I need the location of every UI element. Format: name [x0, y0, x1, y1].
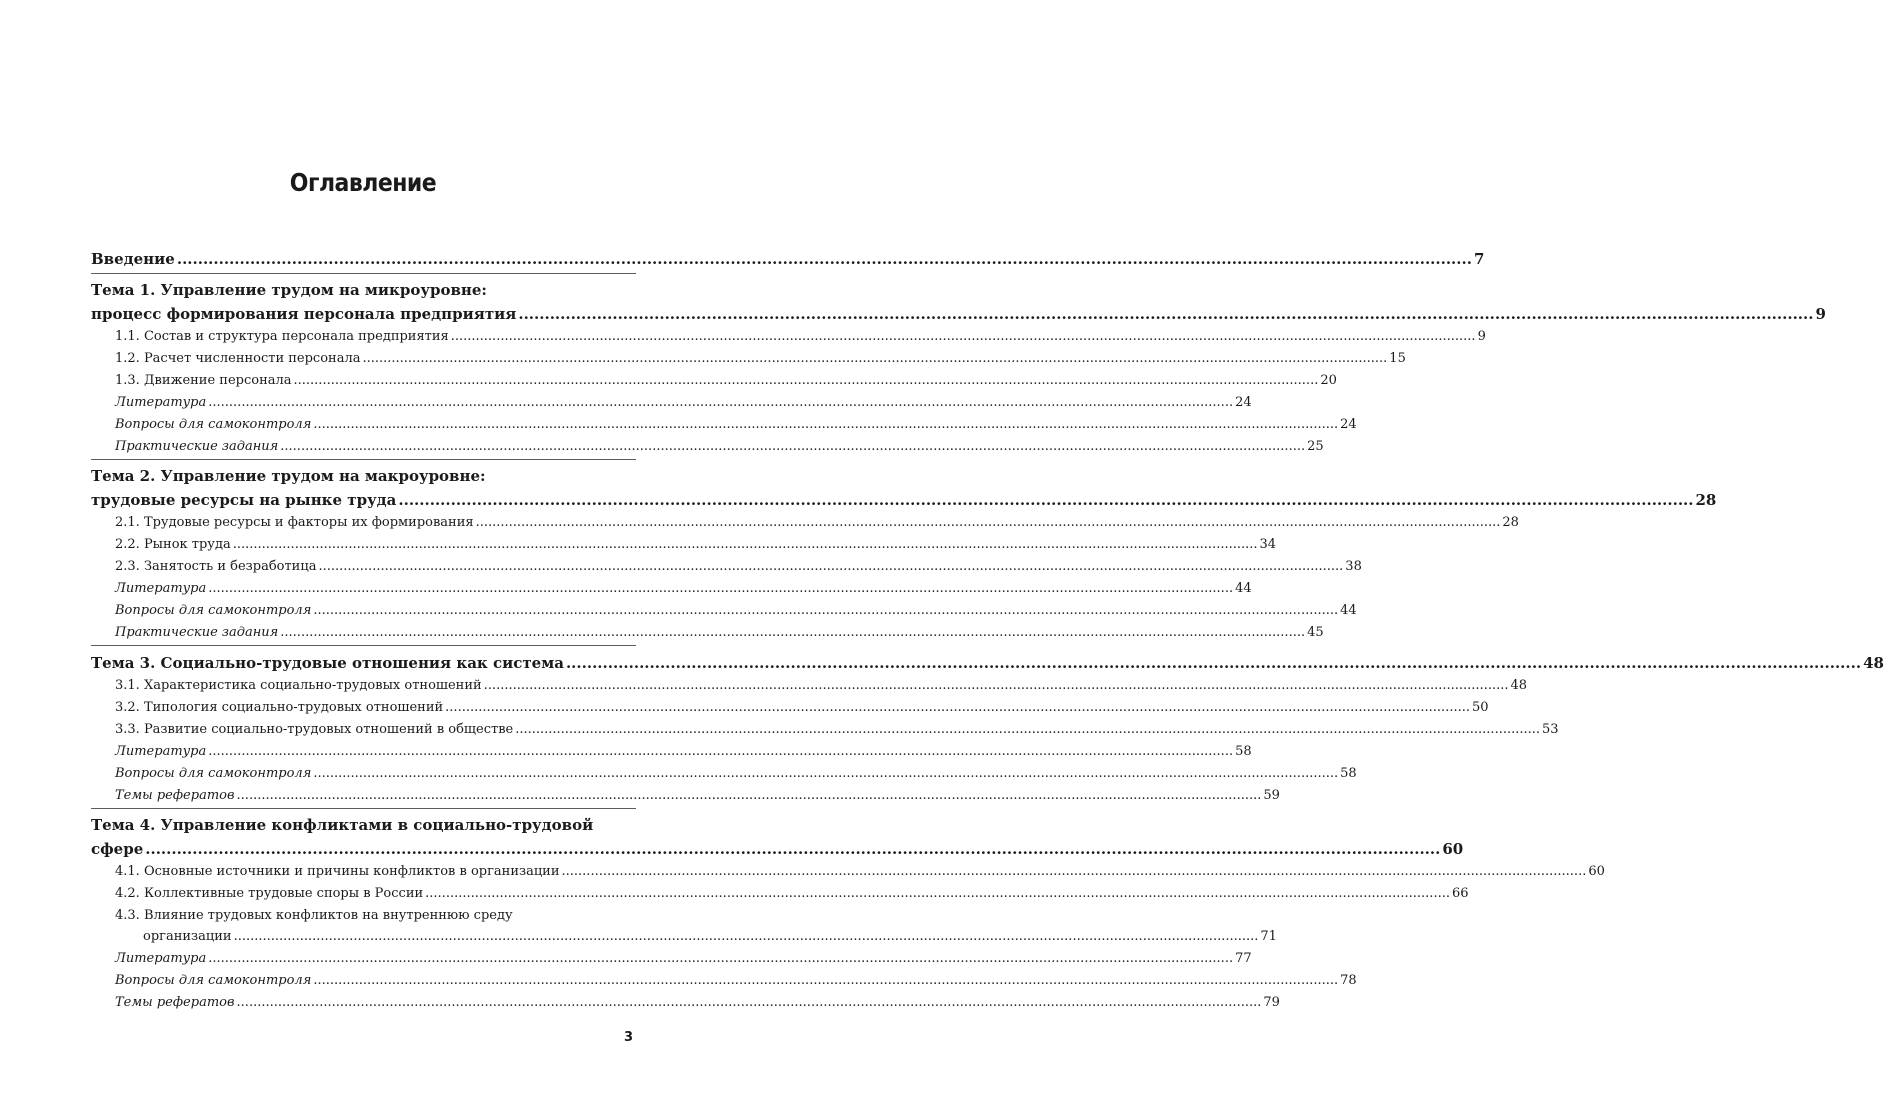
toc-sub-label: Вопросы для самоконтроля	[115, 766, 312, 781]
toc-sub-label: 1.3. Движение персонала	[115, 373, 292, 388]
toc-topic-page: 60	[1442, 840, 1464, 858]
toc-sub-label: Литература	[115, 744, 207, 759]
toc-sub-entry[interactable]	[91, 719, 1559, 741]
toc-sub-page: 28	[1502, 515, 1519, 530]
toc-sub-label: 2.2. Рынок труда	[115, 537, 231, 552]
toc-leader-dots	[445, 697, 1470, 719]
toc-sub-label: 1.2. Расчет численности персонала	[115, 351, 361, 366]
toc-leader-dots	[362, 348, 1387, 370]
toc-sub-entry[interactable]	[91, 675, 1528, 697]
toc-sub-page: 60	[1588, 864, 1605, 879]
toc-entry-intro[interactable]	[91, 246, 1485, 272]
toc-sub-entry[interactable]	[91, 926, 1277, 948]
toc-sub-entry[interactable]	[91, 370, 1337, 392]
toc-leader-dots	[208, 578, 1233, 600]
toc-sub-page: 24	[1340, 417, 1357, 432]
toc-sub-entry-literature[interactable]	[91, 948, 1252, 970]
toc-group-intro	[91, 246, 1485, 274]
toc-sub-page: 78	[1340, 973, 1357, 988]
toc-sub-label: Темы рефератов	[115, 788, 235, 803]
toc-leader-dots	[208, 741, 1233, 763]
toc-topic-page: 48	[1863, 654, 1884, 672]
toc-topic-page: 9	[1815, 305, 1826, 323]
toc-leader-dots	[280, 622, 1305, 644]
toc-sub-label: Практические задания	[115, 625, 279, 640]
toc-topic-entry[interactable]	[91, 837, 1464, 861]
toc-sub-page: 38	[1345, 559, 1362, 574]
toc-sub-label: Литература	[115, 581, 207, 596]
toc-sub-page: 53	[1542, 722, 1559, 737]
toc-leader-dots	[208, 948, 1233, 970]
toc-sub-entry-questions[interactable]	[91, 763, 1357, 785]
toc-sub-page: 48	[1510, 678, 1528, 693]
toc-sub-entry-tasks[interactable]	[91, 436, 1324, 458]
page-number: 3	[623, 1030, 633, 1045]
toc-sub-label: Вопросы для самоконтроля	[115, 417, 312, 432]
toc-topic-entry[interactable]	[91, 488, 1717, 512]
toc-leader-dots	[313, 600, 1338, 622]
toc-entry-page: 7	[1473, 250, 1485, 268]
toc-group-topic-2	[91, 465, 1717, 646]
toc-sub-page: 58	[1235, 744, 1252, 759]
toc-topic-title-line-2: трудовые ресурсы на рынке труда	[91, 491, 397, 509]
toc-sub-label: Вопросы для самоконтроля	[115, 973, 312, 988]
toc-sub-page: 66	[1451, 886, 1469, 901]
toc-sub-entry[interactable]	[91, 512, 1519, 534]
toc-sub-page: 9	[1477, 329, 1486, 344]
toc-sub-page: 20	[1320, 373, 1337, 388]
toc-sub-page: 58	[1340, 766, 1357, 781]
toc-sub-label: 4.1. Основные источники и причины конфликтов в организации	[115, 864, 560, 879]
toc-sub-page: 77	[1235, 951, 1252, 966]
toc-leader-dots	[313, 763, 1338, 785]
toc-sub-page: 44	[1340, 603, 1357, 618]
toc-sub-label: 3.3. Развитие социально-трудовых отношений в обществе	[115, 722, 514, 737]
toc-sub-entry[interactable]	[91, 348, 1406, 370]
toc-leader-dots	[280, 436, 1305, 458]
toc-sub-label: Темы рефератов	[115, 995, 235, 1010]
toc-sub-page: 15	[1389, 351, 1406, 366]
toc-leader-dots	[562, 861, 1587, 883]
toc-entry-label: Введение	[91, 250, 175, 268]
toc-sub-entry[interactable]	[91, 861, 1605, 883]
page-title: Оглавление	[289, 168, 437, 197]
toc-group-topic-3	[91, 651, 1884, 809]
toc-sub-page: 50	[1472, 700, 1489, 715]
toc-sub-entry-questions[interactable]	[91, 600, 1357, 622]
toc-sub-entry-questions[interactable]	[91, 970, 1357, 992]
toc-sub-entry-literature[interactable]	[91, 392, 1252, 414]
toc-group-topic-1	[91, 279, 1826, 460]
toc-topic-title-line-2: сфере	[91, 840, 144, 858]
table-of-contents	[91, 246, 1884, 1020]
toc-leader-dots	[566, 651, 1861, 675]
toc-sub-entry-tasks[interactable]	[91, 622, 1324, 644]
toc-topic-title-line-1: Тема 2. Управление трудом на макроуровне:	[91, 467, 486, 485]
toc-leader-dots	[518, 302, 1813, 326]
toc-sub-label: 4.2. Коллективные трудовые споры в России	[115, 886, 424, 901]
toc-sub-page: 44	[1235, 581, 1252, 596]
toc-sub-label-line-1: 4.3. Влияние трудовых конфликтов на внутреннюю среду	[115, 908, 513, 923]
toc-sub-label: 3.2. Типология социально-трудовых отношений	[115, 700, 444, 715]
toc-topic-page: 28	[1695, 491, 1717, 509]
toc-group-topic-4	[91, 814, 1605, 1015]
toc-sub-label: Вопросы для самоконтроля	[115, 603, 312, 618]
toc-leader-dots	[425, 883, 1450, 905]
toc-sub-label: 3.1. Характеристика социально-трудовых отношений	[115, 678, 482, 693]
toc-leader-dots	[208, 392, 1233, 414]
toc-leader-dots	[177, 246, 1472, 272]
toc-sub-label-line-2: организации	[143, 929, 232, 944]
toc-sub-entry[interactable]	[91, 556, 1362, 578]
toc-topic-title-line-1: Тема 1. Управление трудом на микроуровне:	[91, 281, 487, 299]
toc-sub-page: 45	[1307, 625, 1324, 640]
toc-leader-dots	[484, 675, 1509, 697]
toc-topic-title-line-2: процесс формирования персонала предприятия	[91, 305, 517, 323]
toc-sub-entry[interactable]	[91, 534, 1277, 556]
toc-leader-dots	[398, 488, 1693, 512]
toc-topic-title: Тема 3. Социально-трудовые отношения как система	[91, 654, 564, 672]
toc-sub-page: 25	[1307, 439, 1324, 454]
toc-topic-entry[interactable]	[91, 651, 1884, 675]
toc-sub-label: 2.1. Трудовые ресурсы и факторы их формирования	[115, 515, 474, 530]
toc-sub-entry[interactable]	[91, 883, 1469, 905]
toc-leader-dots	[237, 785, 1262, 807]
toc-topic-title-line-1: Тема 4. Управление конфликтами в социально-трудовой	[91, 816, 594, 834]
toc-sub-label: Литература	[115, 951, 207, 966]
toc-sub-page: 71	[1260, 929, 1277, 944]
toc-sub-label: Литература	[115, 395, 207, 410]
toc-leader-dots	[145, 837, 1440, 861]
toc-topic-entry[interactable]	[91, 302, 1826, 326]
toc-leader-dots	[515, 719, 1540, 741]
toc-sub-entry-essays[interactable]	[91, 992, 1280, 1014]
toc-leader-dots	[451, 326, 1476, 348]
toc-sub-entry[interactable]	[91, 697, 1489, 719]
toc-sub-label: 1.1. Состав и структура персонала предприятия	[115, 329, 449, 344]
toc-leader-dots	[318, 556, 1343, 578]
toc-sub-page: 59	[1263, 788, 1280, 803]
toc-leader-dots	[234, 926, 1259, 948]
toc-leader-dots	[237, 992, 1262, 1014]
toc-sub-entry-literature[interactable]	[91, 578, 1252, 600]
toc-sub-entry-essays[interactable]	[91, 785, 1280, 807]
toc-sub-entry-literature[interactable]	[91, 741, 1252, 763]
toc-sub-page: 79	[1263, 995, 1280, 1010]
toc-leader-dots	[313, 970, 1338, 992]
toc-sub-label: 2.3. Занятость и безработица	[115, 559, 317, 574]
toc-sub-entry-questions[interactable]	[91, 414, 1357, 436]
toc-leader-dots	[233, 534, 1258, 556]
toc-sub-entry[interactable]	[91, 326, 1486, 348]
toc-sub-label: Практические задания	[115, 439, 279, 454]
toc-sub-page: 34	[1259, 537, 1277, 552]
toc-sub-page: 24	[1235, 395, 1252, 410]
toc-leader-dots	[294, 370, 1319, 392]
toc-leader-dots	[313, 414, 1338, 436]
toc-leader-dots	[476, 512, 1501, 534]
